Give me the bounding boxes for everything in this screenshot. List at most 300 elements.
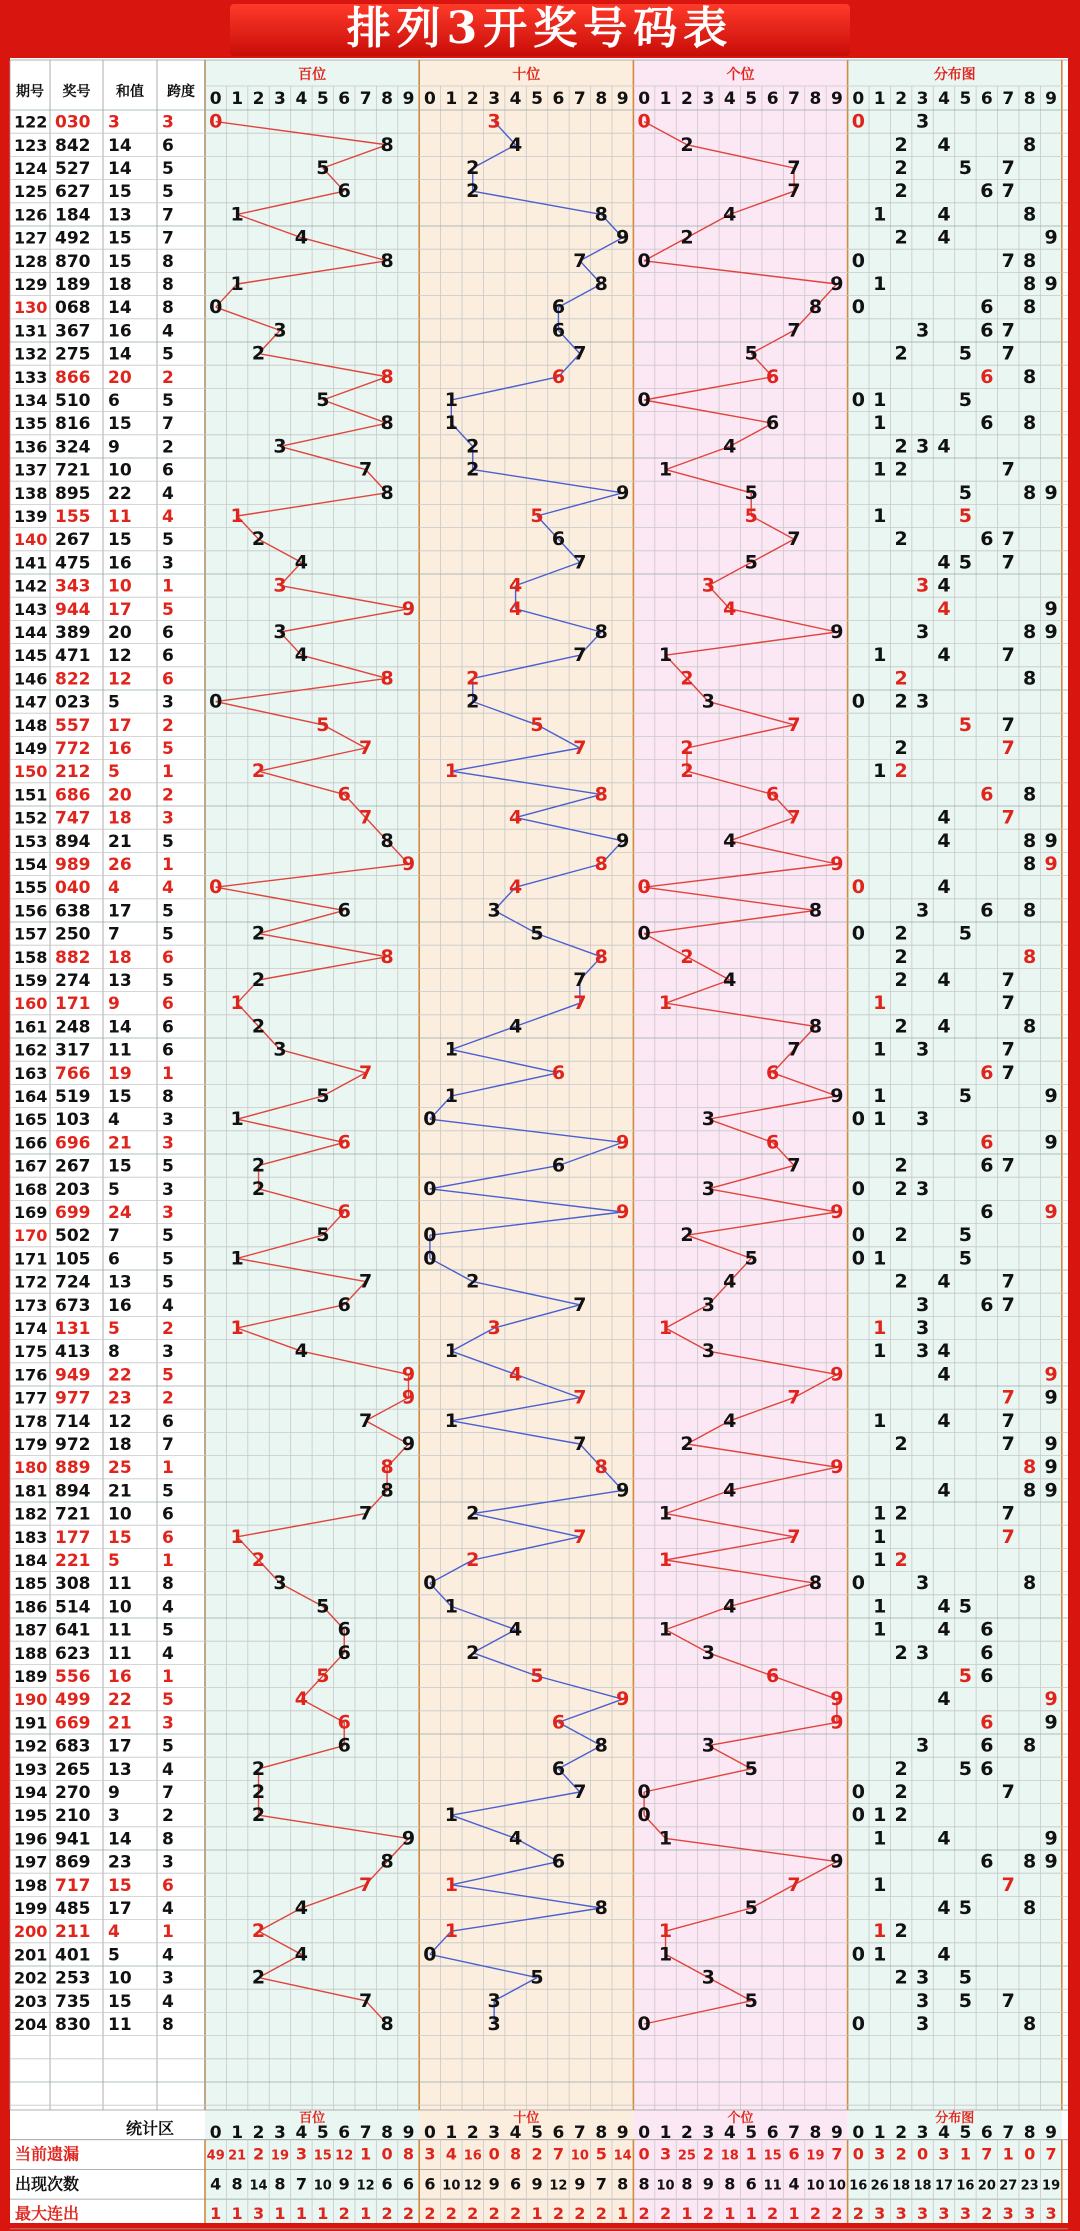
span-cell: 5 (162, 1249, 174, 1270)
digit-mark: 2 (680, 226, 694, 249)
dist-mark: 9 (1044, 1711, 1058, 1734)
digit-mark: 4 (508, 1618, 523, 1641)
dist-mark: 4 (937, 806, 951, 829)
digit-mark: 6 (337, 180, 351, 203)
sum-cell: 21 (108, 1133, 132, 1154)
digit-mark: 0 (637, 1804, 651, 1827)
stats-value: 11 (763, 2178, 782, 2194)
period-cell: 178 (14, 1411, 48, 1431)
dist-mark: 8 (1023, 2013, 1037, 2035)
digit-mark: 4 (508, 1015, 523, 1038)
period-cell: 198 (14, 1875, 48, 1895)
period-cell: 169 (14, 1203, 48, 1222)
span-cell: 4 (162, 321, 174, 342)
period-cell: 181 (14, 1481, 48, 1501)
span-cell: 5 (162, 344, 174, 365)
digit-mark: 7 (573, 342, 587, 365)
stats-value: 16 (956, 2178, 975, 2194)
stats-value: 0 (381, 2144, 393, 2164)
stats-value: 1 (745, 2204, 757, 2224)
period-cell: 189 (14, 1667, 48, 1686)
stats-value: 7 (552, 2144, 565, 2164)
digit-mark: 7 (359, 458, 373, 481)
stats-digit-header: 5 (531, 2123, 543, 2143)
sum-cell: 17 (108, 599, 132, 620)
span-cell: 4 (162, 878, 174, 899)
digit-mark: 1 (230, 505, 244, 527)
digit-mark: 6 (766, 1131, 780, 1154)
sum-cell: 9 (108, 437, 120, 458)
digit-mark: 5 (530, 1665, 544, 1687)
digit-mark: 7 (573, 737, 587, 759)
span-cell: 6 (162, 947, 174, 968)
period-cell: 146 (14, 669, 48, 689)
digit-mark: 8 (380, 2013, 394, 2035)
number-cell: 683 (55, 1736, 91, 1757)
sum-cell: 13 (108, 1759, 132, 1780)
digit-mark: 1 (658, 1618, 673, 1641)
digit-mark: 2 (251, 760, 266, 783)
dist-mark: 5 (958, 1247, 973, 1270)
period-cell: 123 (14, 135, 48, 155)
digit-mark: 5 (530, 1966, 544, 1989)
digit-mark: 5 (530, 505, 544, 527)
stats-value: 1 (210, 2204, 222, 2224)
number-cell: 308 (55, 1574, 91, 1595)
span-cell: 5 (162, 159, 174, 179)
digit-mark: 0 (637, 922, 651, 945)
digit-mark: 1 (444, 760, 458, 783)
dist-mark: 5 (958, 1989, 973, 2012)
period-cell: 135 (14, 414, 48, 434)
dist-mark: 3 (915, 319, 930, 342)
stats-value: 2 (659, 2204, 672, 2224)
stats-value: 3 (1045, 2204, 1057, 2224)
sum-cell: 17 (108, 715, 132, 736)
stats-value: 1 (745, 2144, 757, 2164)
span-cell: 5 (162, 391, 174, 411)
digit-mark: 4 (508, 574, 523, 597)
stats-value: 1 (360, 2204, 372, 2224)
digit-mark: 7 (787, 1154, 801, 1177)
stats-value: 20 (977, 2178, 996, 2194)
digit-mark: 6 (551, 528, 566, 551)
span-cell: 3 (162, 112, 174, 133)
dist-mark: 8 (1023, 621, 1037, 643)
digit-mark: 1 (444, 1804, 458, 1827)
dist-mark: 1 (873, 992, 887, 1015)
sum-cell: 14 (108, 159, 132, 179)
dist-mark: 7 (1001, 737, 1015, 759)
sum-cell: 15 (108, 251, 132, 272)
number-cell: 557 (55, 715, 91, 736)
digit-mark: 3 (701, 690, 715, 713)
dist-mark: 3 (915, 1108, 930, 1131)
span-cell: 5 (162, 1620, 174, 1641)
digit-mark: 9 (830, 621, 844, 643)
group-title-1: 十位 (512, 67, 541, 83)
sum-cell: 13 (108, 1272, 132, 1293)
digit-mark: 8 (594, 203, 608, 226)
sum-cell: 8 (108, 1342, 120, 1363)
stats-digit-header: 5 (959, 2123, 972, 2143)
period-cell: 201 (14, 1945, 48, 1965)
period-cell: 160 (14, 994, 48, 1014)
digit-mark: 1 (658, 458, 673, 481)
dist-mark: 2 (894, 690, 908, 713)
dist-mark: 2 (894, 667, 908, 690)
dist-mark: 3 (915, 1641, 930, 1664)
sum-cell: 5 (108, 692, 120, 713)
digit-header: 0 (638, 89, 651, 109)
stats-digit-header: 4 (723, 2123, 736, 2143)
dist-mark: 8 (1023, 1897, 1037, 1919)
digit-mark: 1 (444, 1085, 458, 1107)
number-cell: 485 (55, 1899, 91, 1919)
digit-mark: 7 (787, 157, 801, 179)
digit-mark: 5 (744, 342, 758, 365)
dist-mark: 9 (1044, 1479, 1058, 1502)
digit-mark: 2 (680, 1433, 694, 1455)
stats-value: 2 (488, 2204, 500, 2224)
number-cell: 830 (55, 2015, 91, 2035)
stats-group-title: 个位 (727, 2111, 754, 2126)
span-cell: 6 (162, 1875, 174, 1896)
period-cell: 154 (14, 855, 48, 874)
dist-mark: 0 (851, 249, 865, 272)
period-cell: 202 (14, 1968, 48, 1988)
sum-cell: 17 (108, 1899, 132, 1919)
span-cell: 2 (162, 437, 174, 458)
digit-mark: 8 (594, 273, 608, 295)
span-cell: 8 (162, 1574, 174, 1595)
digit-header: 8 (809, 89, 822, 109)
dist-mark: 8 (1023, 249, 1037, 272)
number-cell: 155 (55, 507, 91, 527)
digit-mark: 1 (230, 203, 244, 226)
dist-mark: 5 (958, 505, 973, 527)
dist-mark: 2 (894, 945, 908, 968)
dist-mark: 7 (1001, 1781, 1015, 1803)
digit-mark: 3 (487, 1317, 501, 1339)
stats-value: 18 (720, 2148, 739, 2164)
digit-mark: 8 (808, 1572, 823, 1595)
digit-mark: 6 (551, 1061, 566, 1084)
stats-value: 7 (831, 2144, 843, 2164)
dist-mark: 7 (1001, 1061, 1015, 1084)
digit-mark: 0 (637, 389, 651, 411)
period-cell: 147 (14, 692, 48, 712)
dist-mark: 4 (937, 1270, 951, 1293)
sum-cell: 23 (108, 1388, 132, 1409)
digit-mark: 4 (723, 1409, 737, 1432)
digit-mark: 2 (466, 1641, 480, 1664)
digit-mark: 9 (830, 1850, 844, 1873)
span-cell: 5 (162, 530, 174, 551)
stats-row-label: 出现次数 (15, 2174, 80, 2194)
stats-value: 2 (252, 2144, 265, 2164)
number-cell: 949 (55, 1365, 91, 1386)
number-cell: 822 (55, 669, 91, 690)
header-span: 跨度 (167, 84, 195, 100)
stats-value: 2 (574, 2204, 586, 2224)
number-cell: 721 (55, 1504, 91, 1525)
digit-mark: 5 (316, 389, 330, 411)
sum-cell: 11 (108, 2015, 132, 2035)
number-cell: 401 (55, 1945, 91, 1966)
digit-mark: 8 (380, 829, 394, 852)
period-cell: 140 (14, 530, 48, 550)
period-cell: 136 (14, 437, 48, 457)
dist-mark: 5 (958, 922, 973, 945)
digit-mark: 4 (294, 1897, 309, 1919)
sum-cell: 15 (108, 1875, 132, 1896)
period-cell: 145 (14, 646, 48, 666)
digit-mark: 4 (508, 133, 523, 156)
dist-mark: 4 (937, 1409, 951, 1432)
dist-mark: 7 (1001, 644, 1015, 667)
stats-digit-header: 6 (552, 2123, 565, 2143)
span-cell: 1 (162, 1551, 174, 1571)
digit-mark: 4 (294, 1340, 309, 1363)
period-cell: 130 (14, 298, 48, 318)
digit-mark: 5 (530, 713, 544, 736)
dist-mark: 8 (1023, 945, 1037, 968)
stats-value: 8 (510, 2144, 522, 2164)
stats-value: 2 (767, 2204, 779, 2224)
dist-mark: 2 (894, 1641, 908, 1664)
span-cell: 4 (162, 1945, 174, 1966)
stats-digit-header: 9 (1045, 2123, 1058, 2143)
digit-mark: 9 (830, 273, 844, 295)
sum-cell: 14 (108, 135, 132, 156)
number-cell: 248 (55, 1017, 91, 1038)
period-cell: 128 (14, 251, 48, 271)
dist-mark: 0 (851, 1572, 865, 1595)
dist-mark: 4 (937, 1363, 951, 1386)
dist-mark: 8 (1023, 203, 1037, 226)
digit-mark: 2 (466, 435, 480, 458)
sum-cell: 16 (108, 321, 132, 342)
dist-mark: 8 (1023, 853, 1037, 875)
stats-group-title: 分布图 (935, 2111, 975, 2126)
digit-mark: 8 (380, 1850, 394, 1873)
stats-digit-header: 7 (573, 2123, 586, 2143)
dist-mark: 1 (873, 389, 887, 411)
digit-header: 2 (681, 89, 693, 109)
number-cell: 627 (55, 182, 91, 203)
digit-mark: 2 (251, 342, 266, 365)
dist-mark: 0 (851, 389, 865, 411)
dist-mark: 6 (980, 1061, 994, 1084)
digit-mark: 6 (337, 783, 351, 806)
sum-cell: 10 (108, 1504, 132, 1525)
dist-mark: 4 (937, 1479, 951, 1502)
period-cell: 203 (14, 1991, 48, 2011)
digit-mark: 5 (744, 505, 758, 527)
sum-cell: 11 (108, 1643, 132, 1664)
span-cell: 3 (162, 1342, 174, 1363)
stats-value: 2 (467, 2204, 479, 2224)
dist-mark: 1 (873, 1943, 887, 1966)
dist-mark: 5 (958, 1085, 973, 1107)
dist-mark: 6 (980, 1641, 994, 1664)
stats-label: 统计区 (125, 2119, 175, 2138)
period-cell: 142 (14, 576, 48, 596)
number-cell: 889 (55, 1458, 91, 1479)
dist-mark: 4 (937, 1688, 951, 1711)
digit-mark: 6 (337, 1641, 351, 1664)
number-cell: 816 (55, 414, 91, 435)
span-cell: 6 (162, 646, 174, 667)
stats-value: 2 (595, 2204, 607, 2224)
digit-mark: 5 (316, 1085, 330, 1107)
period-cell: 138 (14, 483, 48, 503)
dist-mark: 9 (1044, 1433, 1058, 1455)
dist-mark: 7 (1001, 1293, 1015, 1316)
stats-digit-header: 8 (809, 2123, 822, 2143)
digit-mark: 6 (337, 1201, 351, 1223)
digit-mark: 6 (551, 365, 566, 388)
sum-cell: 18 (108, 275, 132, 295)
sum-cell: 10 (108, 1597, 132, 1618)
dist-mark: 9 (1044, 1386, 1058, 1409)
dist-mark: 8 (1023, 1456, 1037, 1479)
dist-mark: 2 (894, 1549, 908, 1571)
dist-mark: 7 (1001, 180, 1015, 203)
number-cell: 641 (55, 1620, 91, 1641)
sum-cell: 15 (108, 414, 132, 435)
span-cell: 6 (162, 1504, 174, 1525)
digit-mark: 0 (423, 1177, 437, 1200)
digit-mark: 2 (680, 133, 694, 156)
digit-mark: 9 (830, 1363, 844, 1386)
digit-mark: 9 (616, 1131, 630, 1154)
stats-value: 15 (313, 2148, 332, 2164)
number-cell: 105 (55, 1249, 91, 1270)
digit-mark: 1 (658, 992, 673, 1015)
digit-mark: 1 (444, 389, 458, 411)
dist-mark: 3 (915, 435, 930, 458)
dist-mark: 3 (915, 574, 930, 597)
digit-mark: 7 (573, 249, 587, 272)
stats-value: 8 (681, 2174, 693, 2194)
number-cell: 211 (55, 1922, 91, 1943)
digit-mark: 0 (209, 690, 223, 713)
stats-value: 9 (702, 2174, 714, 2194)
digit-header: 6 (766, 89, 779, 109)
number-cell: 944 (55, 599, 91, 620)
dist-mark: 2 (894, 1966, 908, 1989)
number-cell: 977 (55, 1388, 91, 1409)
digit-mark: 6 (551, 319, 566, 342)
stats-value: 8 (402, 2144, 415, 2164)
dist-mark: 8 (1023, 133, 1037, 156)
number-cell: 714 (55, 1411, 91, 1432)
stats-value: 2 (531, 2144, 543, 2164)
dist-mark: 2 (894, 1270, 908, 1293)
stats-value: 10 (442, 2178, 461, 2194)
digit-mark: 0 (423, 1224, 437, 1247)
sum-cell: 15 (108, 228, 132, 249)
number-cell: 721 (55, 460, 91, 481)
digit-mark: 4 (723, 203, 737, 226)
digit-mark: 7 (787, 528, 801, 551)
period-cell: 139 (14, 507, 48, 526)
dist-mark: 8 (1023, 899, 1037, 922)
span-cell: 6 (162, 623, 174, 643)
span-cell: 5 (162, 599, 174, 620)
dist-mark: 7 (1001, 1038, 1015, 1061)
dist-mark: 1 (873, 1549, 887, 1571)
span-cell: 1 (162, 576, 174, 597)
digit-mark: 1 (230, 273, 244, 295)
digit-mark: 2 (466, 180, 480, 203)
stats-value: 9 (574, 2174, 586, 2194)
digit-mark: 9 (401, 1827, 416, 1850)
sum-cell: 21 (108, 1481, 132, 1502)
dist-mark: 4 (937, 1618, 951, 1641)
dist-mark: 2 (894, 1804, 908, 1827)
number-cell: 189 (55, 275, 91, 295)
dist-mark: 3 (915, 690, 930, 713)
sum-cell: 13 (108, 971, 132, 991)
number-cell: 696 (55, 1133, 91, 1154)
stats-digit-header: 4 (295, 2123, 308, 2143)
sum-cell: 24 (108, 1203, 132, 1223)
stats-value: 3 (295, 2144, 307, 2164)
sum-cell: 13 (108, 205, 132, 226)
dist-mark: 7 (1001, 458, 1015, 481)
number-cell: 894 (55, 1481, 91, 1502)
sum-cell: 15 (108, 1527, 132, 1548)
dist-mark: 5 (958, 1665, 973, 1687)
digit-mark: 6 (551, 1711, 566, 1734)
sum-cell: 21 (108, 831, 132, 852)
sum-cell: 14 (108, 1829, 132, 1850)
dist-mark: 9 (1044, 1201, 1058, 1223)
digit-mark: 0 (209, 110, 223, 133)
digit-header: 5 (959, 89, 972, 109)
dist-mark: 5 (958, 1224, 973, 1247)
dist-mark: 7 (1001, 1154, 1015, 1177)
digit-mark: 1 (658, 1920, 673, 1943)
span-cell: 5 (162, 1156, 174, 1177)
digit-mark: 6 (766, 412, 780, 435)
dist-mark: 1 (873, 1873, 887, 1896)
span-cell: 4 (162, 1899, 174, 1919)
period-cell: 197 (14, 1852, 48, 1872)
sum-cell: 20 (108, 785, 132, 806)
span-cell: 6 (162, 994, 174, 1015)
period-cell: 171 (14, 1249, 48, 1269)
digit-header: 7 (573, 89, 586, 109)
span-cell: 8 (162, 275, 174, 295)
digit-mark: 0 (209, 876, 223, 899)
sum-cell: 5 (108, 1319, 120, 1339)
dist-mark: 1 (873, 1827, 887, 1850)
period-cell: 187 (14, 1620, 48, 1640)
dist-mark: 7 (1001, 1433, 1015, 1455)
digit-mark: 9 (616, 1479, 630, 1502)
digit-mark: 8 (594, 1734, 608, 1757)
digit-mark: 1 (658, 1827, 673, 1850)
digit-mark: 7 (787, 180, 801, 203)
dist-mark: 0 (851, 922, 865, 945)
span-cell: 1 (162, 1922, 174, 1943)
dist-mark: 7 (1001, 969, 1015, 991)
dist-mark: 0 (851, 1224, 865, 1247)
